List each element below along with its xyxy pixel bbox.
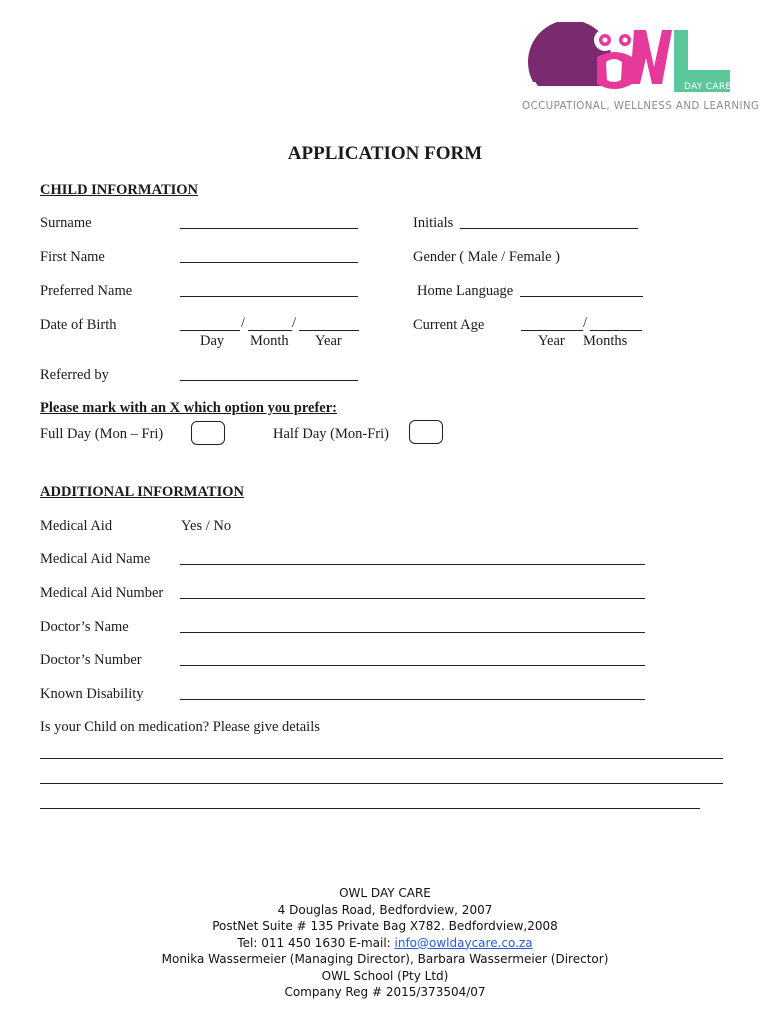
medical-aid-label: Medical Aid <box>40 518 113 534</box>
known-disability-field[interactable] <box>180 699 645 700</box>
logo-badge: DAY CARE <box>684 82 732 92</box>
preferred-name-label: Preferred Name <box>40 283 133 299</box>
age-year-caption: Year <box>538 333 565 349</box>
referred-by-field[interactable] <box>180 380 358 381</box>
footer-company-reg: Company Reg # 2015/373504/07 <box>284 985 486 999</box>
medication-line-2[interactable] <box>40 783 723 784</box>
dob-label: Date of Birth <box>40 317 117 333</box>
additional-info-heading: ADDITIONAL INFORMATION <box>40 484 244 500</box>
medical-aid-number-field[interactable] <box>180 598 645 599</box>
surname-field[interactable] <box>180 228 358 229</box>
dob-year-caption: Year <box>315 333 342 349</box>
dob-day-field[interactable] <box>180 330 240 331</box>
footer-contact <box>0 935 770 952</box>
footer-school: OWL School (Pty Ltd) <box>321 968 449 983</box>
gender-label: Gender ( Male / Female ) <box>413 249 560 265</box>
age-months-field[interactable] <box>590 330 642 331</box>
logo-tagline: OCCUPATIONAL, WELLNESS AND LEARNING <box>522 100 760 112</box>
footer-postal-address: PostNet Suite # 135 Private Bag X782. Bedfordview,2008 <box>212 919 558 933</box>
initials-label: Initials <box>413 215 454 231</box>
surname-label: Surname <box>40 215 92 231</box>
footer-company-name: OWL DAY CARE <box>339 886 431 900</box>
first-name-field[interactable] <box>180 262 358 263</box>
medical-aid-name-field[interactable] <box>180 564 645 565</box>
medical-aid-name-label: Medical Aid Name <box>40 551 151 567</box>
doctor-name-label: Doctor’s Name <box>40 619 129 635</box>
footer-tel: Tel: 011 450 1630 E-mail: <box>237 935 395 950</box>
age-slash: / <box>583 315 588 331</box>
preferred-name-field[interactable] <box>180 296 358 297</box>
dob-day-caption: Day <box>200 333 225 349</box>
owl-logo <box>522 22 760 122</box>
home-language-label: Home Language <box>417 283 514 299</box>
doctor-number-label: Doctor’s Number <box>40 652 142 668</box>
age-year-field[interactable] <box>521 330 583 331</box>
home-language-field[interactable] <box>520 296 643 297</box>
footer-street-address: 4 Douglas Road, Bedfordview, 2007 <box>277 902 493 917</box>
full-day-checkbox[interactable] <box>191 421 225 445</box>
doctor-name-field[interactable] <box>180 632 645 633</box>
first-name-label: First Name <box>40 249 105 265</box>
current-age-label: Current Age <box>413 317 485 333</box>
medical-aid-yes-no[interactable]: Yes / No <box>181 518 232 534</box>
doctor-number-field[interactable] <box>180 665 645 666</box>
known-disability-label: Known Disability <box>40 686 144 702</box>
form-title: APPLICATION FORM <box>287 143 483 164</box>
option-heading: Please mark with an X which option you prefer: <box>40 400 337 416</box>
footer <box>0 885 770 1001</box>
footer-directors: Monika Wassermeier (Managing Director), Barbara Wassermeier (Director) <box>161 952 609 966</box>
medication-line-1[interactable] <box>40 758 723 759</box>
dob-month-field[interactable] <box>248 330 292 331</box>
half-day-checkbox[interactable] <box>409 420 443 444</box>
dob-year-field[interactable] <box>299 330 359 331</box>
footer-email-link[interactable]: info@owldaycare.co.za <box>394 935 533 950</box>
half-day-label: Half Day (Mon-Fri) <box>273 426 389 442</box>
initials-field[interactable] <box>460 228 638 229</box>
referred-by-label: Referred by <box>40 367 109 383</box>
dob-slash-1: / <box>241 315 246 331</box>
dob-month-caption: Month <box>250 333 289 349</box>
full-day-label: Full Day (Mon – Fri) <box>40 426 164 442</box>
age-months-caption: Months <box>583 333 628 349</box>
medication-label: Is your Child on medication? Please give details <box>40 719 320 735</box>
child-info-heading: CHILD INFORMATION <box>40 182 199 198</box>
dob-slash-2: / <box>292 315 297 331</box>
medical-aid-number-label: Medical Aid Number <box>40 585 164 601</box>
medication-line-3[interactable] <box>40 808 700 809</box>
